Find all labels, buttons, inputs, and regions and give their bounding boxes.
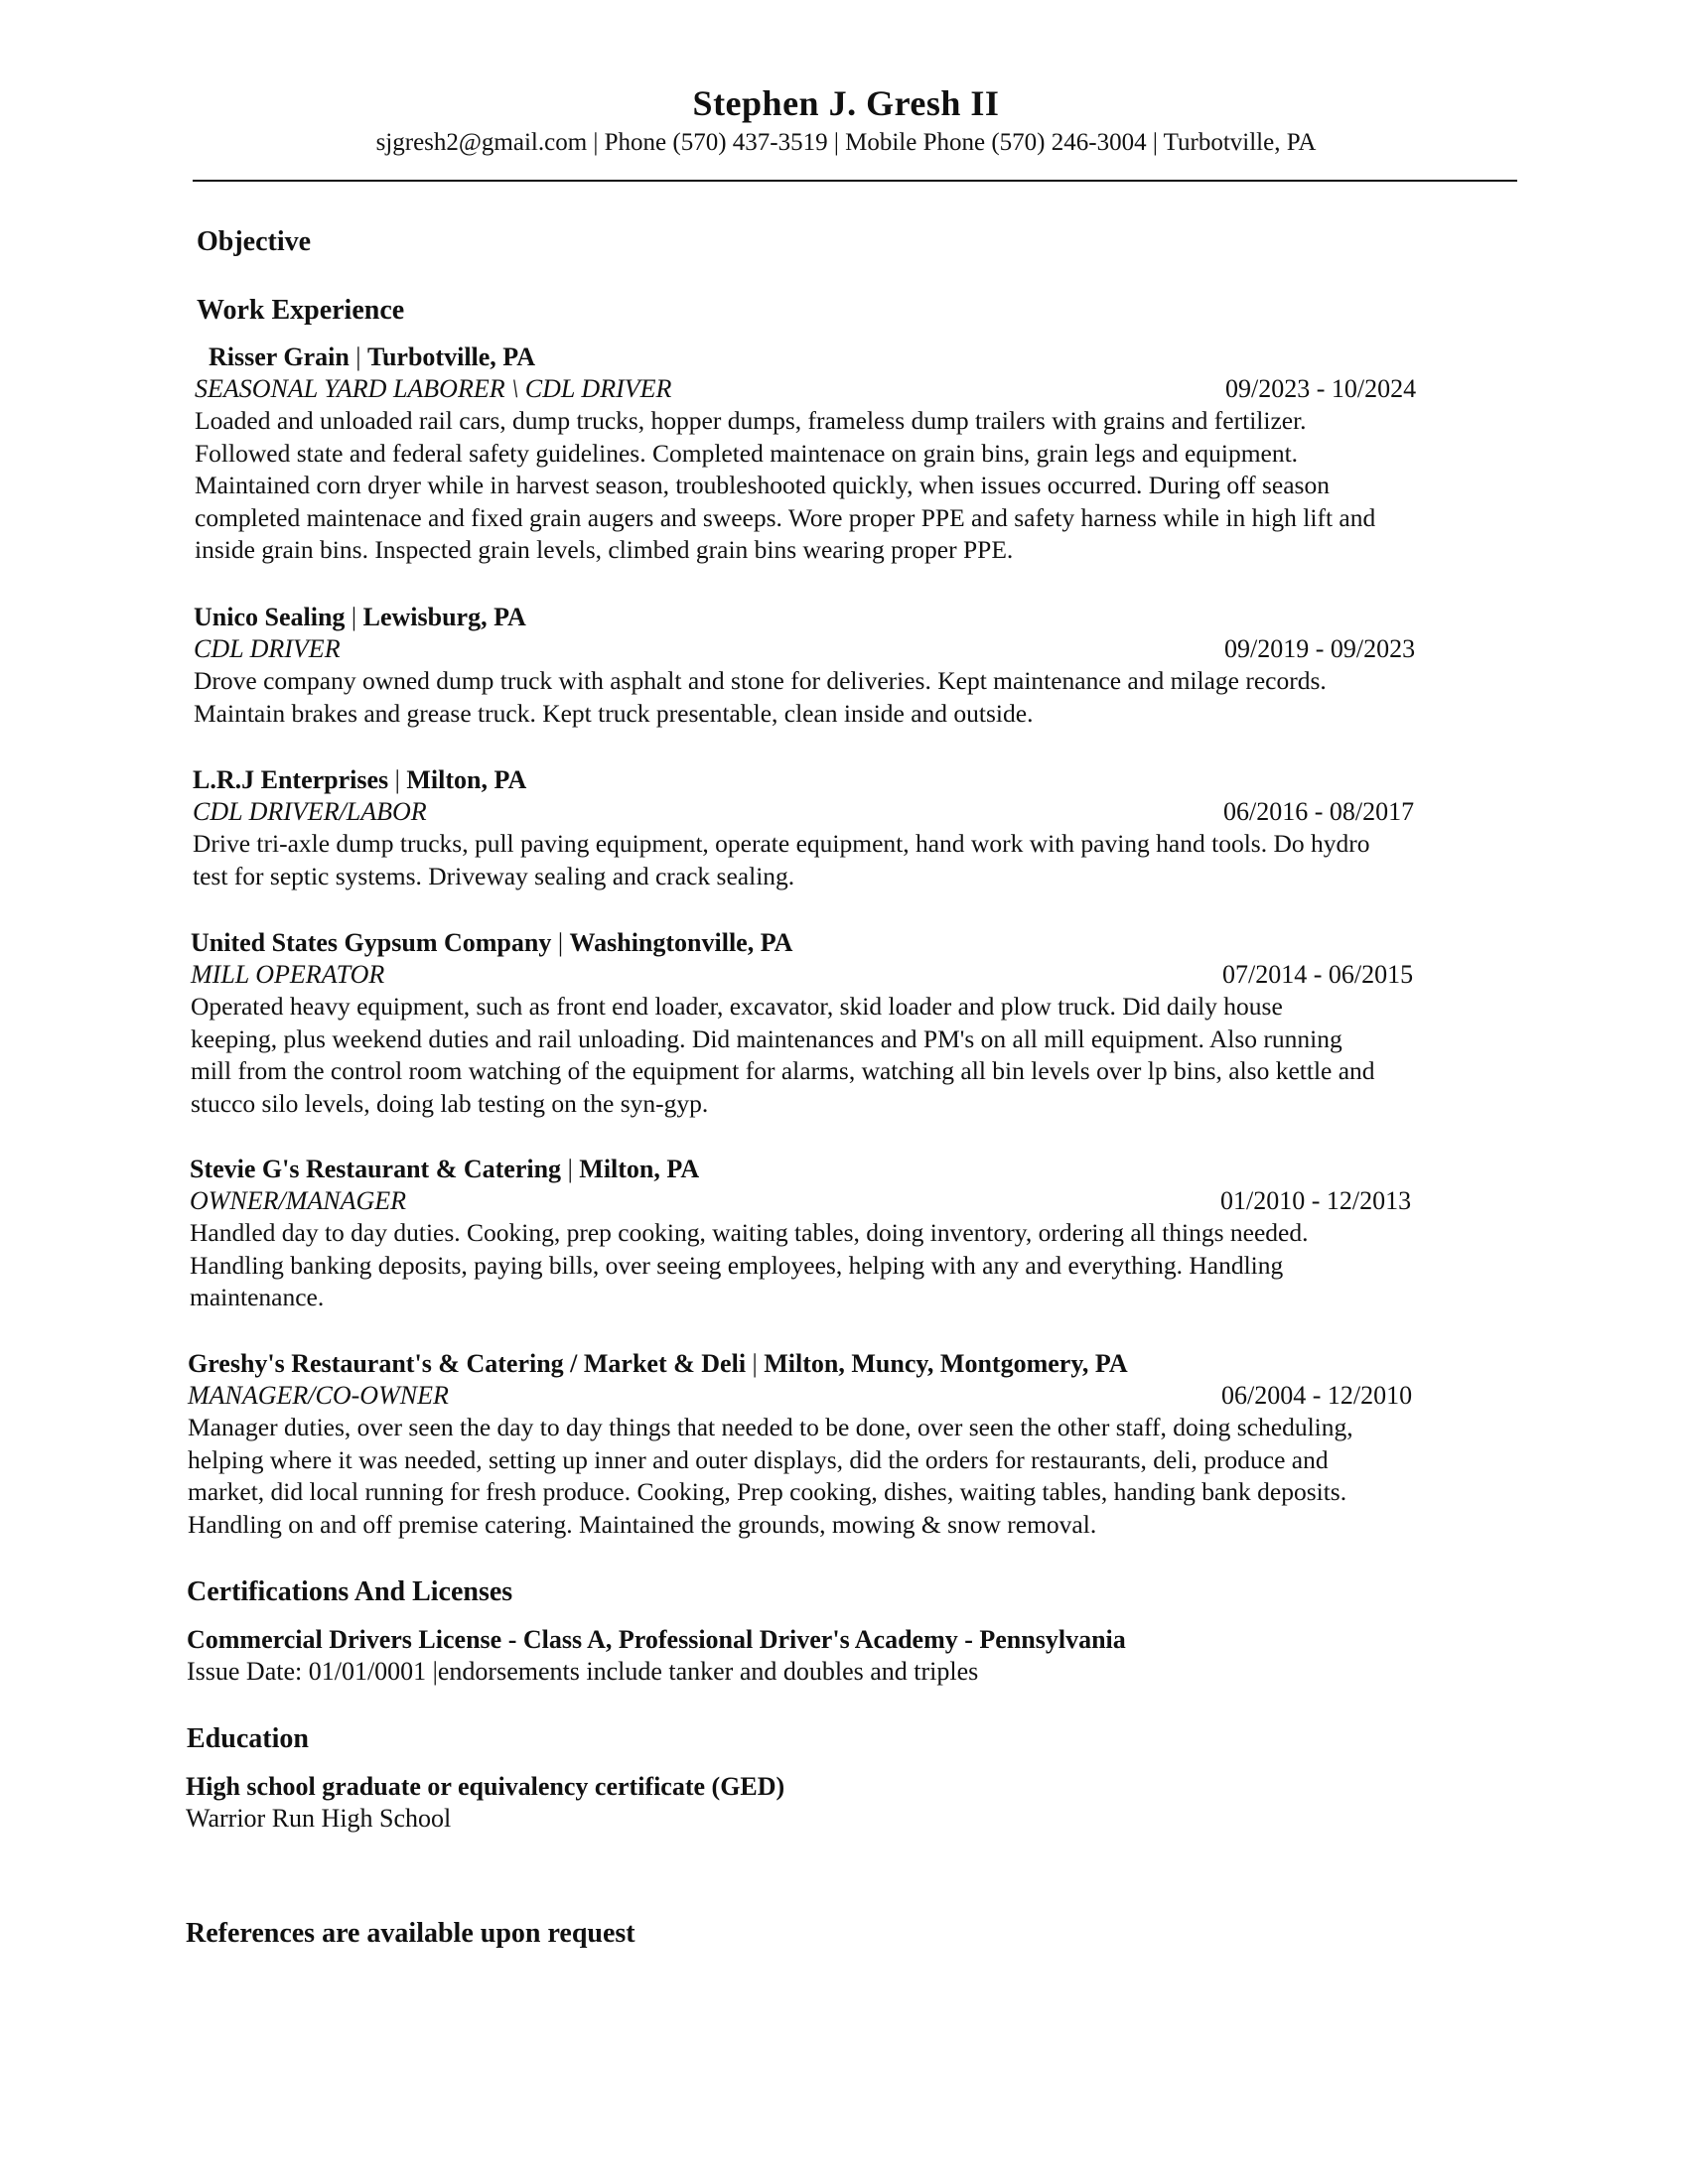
job-title: MANAGER/CO-OWNER bbox=[188, 1381, 449, 1410]
section-certifications: Certifications And Licenses bbox=[187, 1576, 513, 1607]
job-heading: Risser Grain | Turbotville, PA bbox=[209, 342, 536, 371]
job-description bbox=[193, 828, 1462, 892]
job-description bbox=[188, 1412, 1460, 1541]
job-description-line: Handling banking deposits, paying bills, over seeing employees, helping with any and everything. Handling bbox=[190, 1250, 1284, 1280]
job-entry bbox=[188, 1348, 1460, 1541]
job-description-line: Handling on and off premise catering. Maintained the grounds, mowing & snow removal. bbox=[188, 1509, 1097, 1539]
job-heading: Unico Sealing | Lewisburg, PA bbox=[194, 603, 526, 631]
job-description-line: completed maintenace and fixed grain augers and sweeps. Wore proper PPE and safety harness while in high lift and bbox=[195, 502, 1376, 532]
job-description-line: mill from the control room watching of the equipment for alarms, watching all bin levels over lp bins, also kettle and bbox=[191, 1056, 1375, 1085]
job-dates: 09/2023 - 10/2024 bbox=[1225, 374, 1417, 403]
job-title: CDL DRIVER bbox=[194, 634, 341, 663]
job-location: Milton, PA bbox=[406, 765, 527, 794]
job-heading: Stevie G's Restaurant & Catering | Milton, PA bbox=[190, 1155, 700, 1183]
certification-name: Commercial Drivers License - Class A, Professional Driver's Academy - Pennsylvania bbox=[187, 1625, 1126, 1654]
job-company: Stevie G's Restaurant & Catering bbox=[190, 1155, 562, 1183]
job-heading: L.R.J Enterprises | Milton, PA bbox=[193, 765, 527, 794]
job-description-line: Manager duties, over seen the day to day things that needed to be done, over seen the other staff, doing scheduling, bbox=[188, 1413, 1353, 1441]
job-company: Unico Sealing bbox=[194, 603, 346, 631]
job-description-line: Drove company owned dump truck with asphalt and stone for deliveries. Kept maintenance and milage records. bbox=[194, 666, 1327, 695]
certification-details: Issue Date: 01/01/0001 |endorsements include tanker and doubles and triples bbox=[187, 1657, 979, 1686]
job-description bbox=[190, 1217, 1459, 1314]
job-entry bbox=[191, 927, 1461, 1120]
job-dates: 01/2010 - 12/2013 bbox=[1220, 1186, 1412, 1215]
job-location: Washingtonville, PA bbox=[569, 928, 793, 957]
job-description-line: Handled day to day duties. Cooking, prep cooking, waiting tables, doing inventory, ordering all things needed. bbox=[190, 1218, 1309, 1247]
job-company: United States Gypsum Company bbox=[191, 928, 552, 957]
job-heading: United States Gypsum Company | Washingtonville, PA bbox=[191, 928, 793, 957]
job-title: MILL OPERATOR bbox=[191, 960, 385, 989]
section-objective: Objective bbox=[197, 226, 312, 257]
job-location: Lewisburg, PA bbox=[362, 603, 526, 631]
job-description-line: inside grain bins. Inspected grain levels, climbed grain bins wearing proper PPE. bbox=[195, 535, 1014, 564]
job-role-row bbox=[194, 633, 1463, 665]
job-description-line: Loaded and unloaded rail cars, dump trucks, hopper dumps, frameless dump trailers with grains and fertilizer. bbox=[195, 406, 1307, 435]
job-company: Risser Grain bbox=[209, 342, 350, 371]
section-work-experience: Work Experience bbox=[197, 295, 405, 326]
job-role-row bbox=[190, 1185, 1459, 1217]
job-dates: 06/2016 - 08/2017 bbox=[1223, 797, 1415, 826]
references-note: References are available upon request bbox=[186, 1918, 635, 1949]
job-description-line: market, did local running for fresh produce. Cooking, Prep cooking, dishes, waiting tables, handing bank deposits. bbox=[188, 1477, 1347, 1506]
job-role-row bbox=[193, 796, 1462, 828]
resume-header bbox=[0, 81, 1692, 159]
job-heading: Greshy's Restaurant's & Catering / Market & Deli | Milton, Muncy, Montgomery, PA bbox=[188, 1349, 1128, 1378]
job-description-line: Operated heavy equipment, such as front end loader, excavator, skid loader and plow truck. Did daily house bbox=[191, 992, 1283, 1021]
job-description-line: test for septic systems. Driveway sealing and crack sealing. bbox=[193, 861, 795, 890]
job-company: L.R.J Enterprises bbox=[193, 765, 389, 794]
job-description-line: Drive tri-axle dump trucks, pull paving equipment, operate equipment, hand work with paving hand tools. Do hydro bbox=[193, 829, 1370, 858]
header-divider bbox=[193, 180, 1517, 182]
job-description-line: Maintain brakes and grease truck. Kept truck presentable, clean inside and outside. bbox=[194, 698, 1034, 728]
job-description-line: keeping, plus weekend duties and rail unloading. Did maintenances and PM's on all mill equipment. Also running bbox=[191, 1024, 1342, 1053]
job-dates: 06/2004 - 12/2010 bbox=[1221, 1381, 1413, 1410]
job-role-row bbox=[188, 1380, 1460, 1412]
job-entry bbox=[195, 341, 1464, 567]
job-description bbox=[194, 665, 1463, 730]
job-dates: 07/2014 - 06/2015 bbox=[1222, 960, 1414, 989]
job-title: CDL DRIVER/LABOR bbox=[193, 797, 427, 826]
job-description-line: helping where it was needed, setting up inner and outer displays, did the orders for restaurants, deli, produce and bbox=[188, 1444, 1329, 1474]
job-entry bbox=[190, 1154, 1459, 1314]
applicant-name: Stephen J. Gresh II bbox=[692, 83, 1000, 123]
section-education: Education bbox=[187, 1723, 309, 1754]
job-location: Milton, Muncy, Montgomery, PA bbox=[764, 1349, 1128, 1378]
job-description-line: Maintained corn dryer while in harvest season, troubleshooted quickly, when issues occurred. During off season bbox=[195, 471, 1330, 499]
education-degree: High school graduate or equivalency certificate (GED) bbox=[186, 1772, 785, 1801]
job-location: Turbotville, PA bbox=[367, 342, 536, 371]
job-description bbox=[191, 991, 1461, 1120]
job-title: OWNER/MANAGER bbox=[190, 1186, 407, 1215]
job-dates: 09/2019 - 09/2023 bbox=[1224, 634, 1416, 663]
contact-info: sjgresh2@gmail.com | Phone (570) 437-3519 | Mobile Phone (570) 246-3004 | Turbotville, PA bbox=[375, 129, 1317, 156]
job-entry bbox=[193, 764, 1462, 892]
job-location: Milton, PA bbox=[579, 1155, 700, 1183]
job-role-row bbox=[191, 959, 1461, 991]
education-school: Warrior Run High School bbox=[186, 1804, 452, 1833]
job-company: Greshy's Restaurant's & Catering / Market & Deli bbox=[188, 1349, 747, 1378]
job-title: SEASONAL YARD LABORER \ CDL DRIVER bbox=[195, 374, 672, 403]
job-entry bbox=[194, 602, 1463, 730]
job-description-line: Followed state and federal safety guidelines. Completed maintenace on grain bins, grain legs and equipment. bbox=[195, 438, 1299, 468]
job-description bbox=[195, 405, 1464, 567]
job-role-row bbox=[195, 373, 1464, 405]
job-description-line: stucco silo levels, doing lab testing on the syn-gyp. bbox=[191, 1088, 709, 1118]
job-description-line: maintenance. bbox=[190, 1283, 325, 1311]
